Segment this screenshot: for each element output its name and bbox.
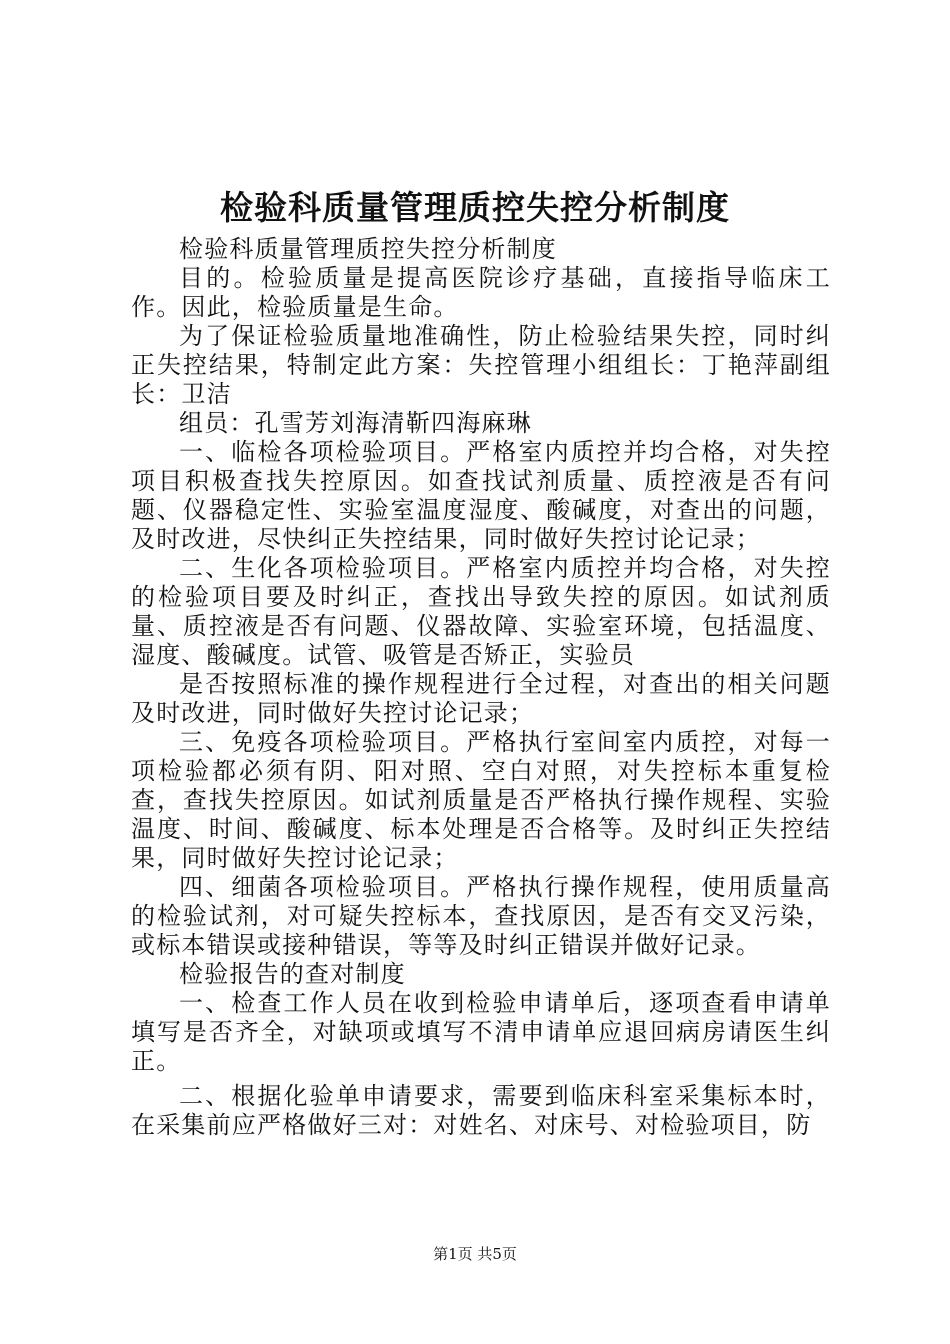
paragraph-clinical-items: 一、临检各项检验项目。严格室内质控并均合格，对失控项目积极查找失控原因。如查找试剂质量、质控液是否有问题、仪器稳定性、实验室温度湿度、酸碱度，对查出的问题，及时改进，尽快纠正失控结果，同时做好失控讨论记录； (131, 438, 831, 553)
page-footer: 第1页 共5页 (433, 1245, 517, 1263)
paragraph-immune-items: 三、免疫各项检验项目。严格执行室间室内质控，对每一项检验都必须有阴、阳对照、空白对照，对失控标本重复检查，查找失控原因。如试剂质量是否严格执行操作规程、实验温度、时间、酸碱度、标本处理是否合格等。及时纠正失控结果，同时做好失控讨论记录； (131, 728, 831, 872)
paragraph-plan: 为了保证检验质量地准确性，防止检验结果失控，同时纠正失控结果，特制定此方案：失控管理小组组长：丁艳萍副组长：卫洁 (131, 322, 831, 408)
paragraph-purpose: 目的。检验质量是提高医院诊疗基础，直接指导临床工作。因此，检验质量是生命。 (131, 264, 831, 321)
paragraph-biochem-continued: 是否按照标准的操作规程进行全过程，对查出的相关问题及时改进，同时做好失控讨论记录； (131, 670, 831, 727)
paragraph-report-check-2: 二、根据化验单申请要求，需要到临床科室采集标本时，在采集前应严格做好三对：对姓名、对床号、对检验项目，防 (131, 1082, 831, 1139)
paragraph-report-check-1: 一、检查工作人员在收到检验申请单后，逐项查看申请单填写是否齐全，对缺项或填写不清申请单应退回病房请医生纠正。 (131, 989, 831, 1075)
document-body (131, 235, 831, 1140)
paragraph-report-heading: 检验报告的查对制度 (179, 960, 406, 988)
document-title: 检验科质量管理质控失控分析制度 (220, 188, 730, 227)
paragraph-bacteria-items: 四、细菌各项检验项目。严格执行操作规程，使用质量高的检验试剂，对可疑失控标本，查找原因，是否有交叉污染，或标本错误或接种错误，等等及时纠正错误并做好记录。 (131, 873, 831, 959)
paragraph-members: 组员：孔雪芳刘海清靳四海麻琳 (179, 409, 532, 437)
paragraph-subtitle: 检验科质量管理质控失控分析制度 (179, 235, 557, 263)
paragraph-biochem-items: 二、生化各项检验项目。严格室内质控并均合格，对失控的检验项目要及时纠正，查找出导致失控的原因。如试剂质量、质控液是否有问题、仪器故障、实验室环境，包括温度、湿度、酸碱度。试管、吸管是否矫正，实验员 (131, 554, 831, 669)
